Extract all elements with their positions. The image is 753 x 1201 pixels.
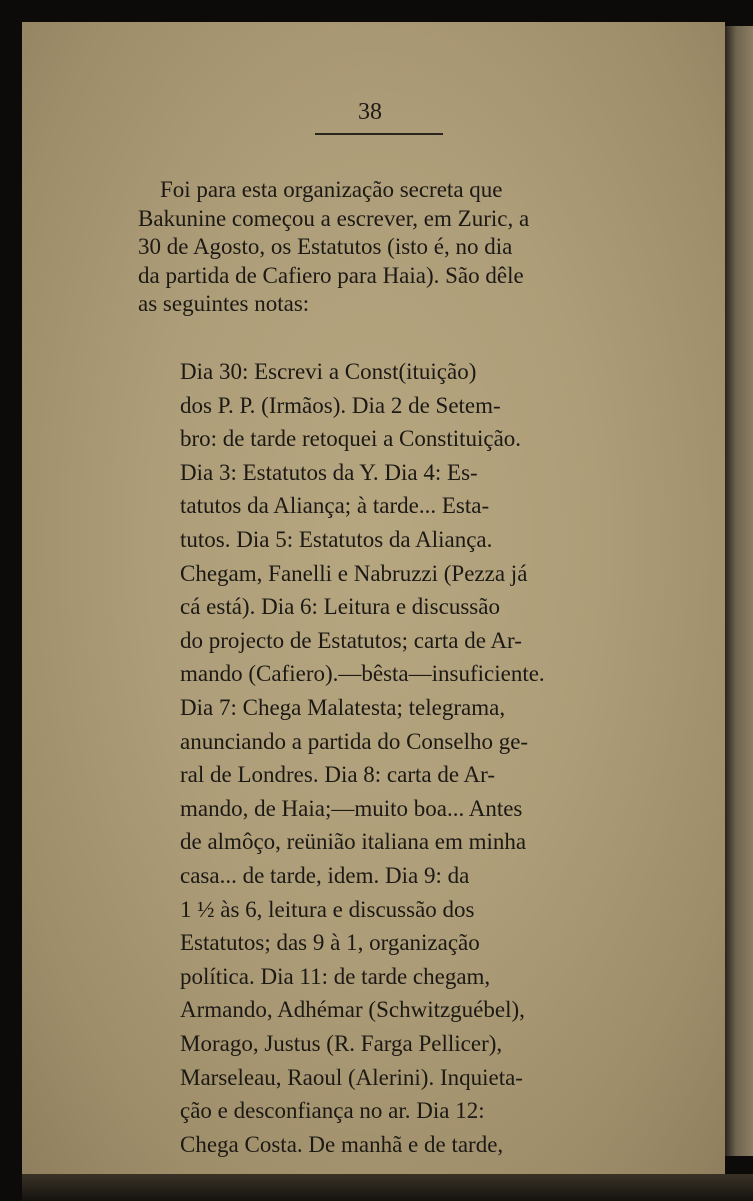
text-line: Chega Costa. De manhã e de tarde, <box>180 1131 504 1157</box>
text-line: tatutos da Aliança; à tarde... Esta- <box>180 493 490 519</box>
text-line: Bakunine começou a escrever, em Zuric, a <box>138 205 530 231</box>
text-line: Armando, Adhémar (Schwitzguébel), <box>180 997 525 1023</box>
text-line: de almôço, reünião italiana em minha <box>180 829 527 855</box>
header-rule <box>315 133 443 135</box>
text-line: Morago, Justus (R. Farga Pellicer), <box>180 1031 503 1056</box>
text-line: Dia 3: Estatutos da Y. Dia 4: Es- <box>180 459 478 485</box>
text-line: da partida de Cafiero para Haia). São dêle <box>138 262 524 288</box>
text-line: mando (Cafiero).—bêsta—insuficiente. <box>180 661 545 687</box>
text-line: Marseleau, Raoul (Alerini). Inquieta- <box>180 1064 523 1090</box>
scan-bottom-edge <box>22 1174 753 1201</box>
text-line: cá está). Dia 6: Leitura e discussão <box>180 594 500 620</box>
text-line: bro: de tarde retoquei a Constituição. <box>180 426 522 452</box>
text-line: 1 ½ às 6, leitura e discussão dos <box>180 896 475 922</box>
text-line: mando, de Haia;—muito boa... Antes <box>180 795 523 821</box>
text-line: casa... de tarde, idem. Dia 9: da <box>180 863 470 888</box>
text-line: 30 de Agosto, os Estatutos (isto é, no dia <box>138 234 513 259</box>
text-line: Dia 7: Chega Malatesta; telegrama, <box>180 695 506 720</box>
text-line: Chegam, Fanelli e Nabruzzi (Pezza já <box>180 560 528 586</box>
page-number: 38 <box>358 99 382 125</box>
text-line: Dia 30: Escrevi a Const(ituição) <box>180 359 477 384</box>
text-line: anunciando a partida do Conselho ge- <box>180 728 529 754</box>
text-line: ção e desconfiança no ar. Dia 12: <box>180 1098 485 1124</box>
text-line: Foi para esta organização secreta que <box>160 177 503 202</box>
text-line: as seguintes notas: <box>138 291 310 316</box>
text-line: dos P. P. (Irmãos). Dia 2 de Setem- <box>180 392 501 418</box>
text-line: ral de Londres. Dia 8: carta de Ar- <box>180 762 496 788</box>
text-line: política. Dia 11: de tarde chegam, <box>180 963 491 989</box>
text-line: do projecto de Estatutos; carta de Ar- <box>180 627 522 653</box>
text-line: Estatutos; das 9 à 1, organização <box>180 930 480 956</box>
text-line: tutos. Dia 5: Estatutos da Aliança. <box>180 527 493 552</box>
